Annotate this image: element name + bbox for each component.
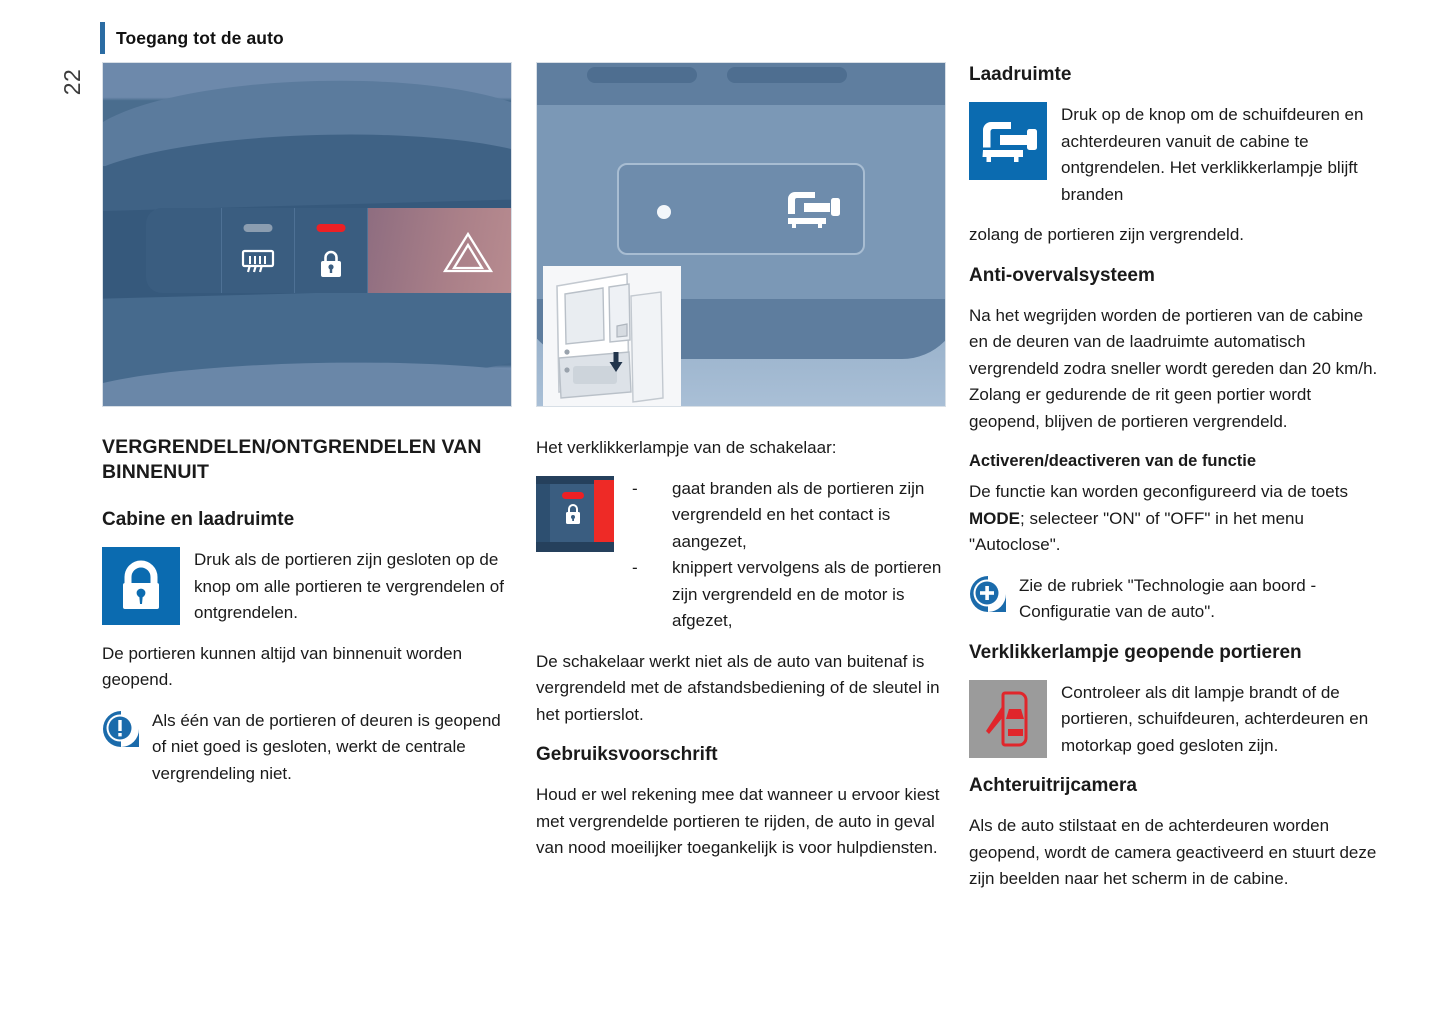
- hazard-warning-button: [368, 208, 512, 293]
- open-door-lamp-note-text: Controleer als dit lampje brandt of de portieren, schuifdeuren, achterdeuren en motorkap goed gesloten zijn.: [1061, 682, 1369, 755]
- subheading-cabine-laadruimte: Cabine en laadruimte: [102, 509, 295, 530]
- cargo-unlock-note: [969, 102, 1381, 208]
- bullet-dash: -: [632, 478, 638, 498]
- page-header: [100, 20, 284, 56]
- van-cab-door-photo: [543, 266, 681, 406]
- switch-not-working-paragraph: De schakelaar werkt niet als de auto van buitenaf is vergrendeld met de afstandsbediening of de sleutel in het portierslot.: [536, 651, 940, 724]
- cargo-unlock-switch: [617, 163, 865, 255]
- page-title: Toegang tot de auto: [116, 27, 284, 48]
- middle-column: [536, 62, 946, 876]
- open-door-warning-icon: [969, 680, 1047, 758]
- central-locking-warning-text: Als één van de portieren of deuren is geopend of niet goed is gesloten, werkt de centrale vergrendeling niet.: [152, 710, 501, 783]
- heading-laadruimte: Laadruimte: [969, 64, 1072, 85]
- cargo-door-unlock-icon: [969, 102, 1047, 180]
- blank-button: [146, 208, 222, 293]
- dashboard-switch-panel-photo: [102, 62, 512, 407]
- central-locking-led: [317, 224, 346, 232]
- switch-indicator-dot: [657, 205, 671, 219]
- bullet-text: gaat branden als de portieren zijn vergrendeld en het contact is aangezet,: [672, 478, 925, 551]
- cargo-unlock-note-text: Druk op de knop om de schuifdeuren en achterdeuren vanuit de cabine te ontgrendelen. Het verklikkerlampje blijft branden: [1061, 105, 1364, 204]
- heading-achteruitrijcamera: Achteruitrijcamera: [969, 775, 1137, 796]
- heading-activeren-deactiveren: Activeren/deactiveren van de functie: [969, 452, 1257, 470]
- bullet-text: knippert vervolgens als de portieren zijn vergrendeld en de motor is afgezet,: [672, 558, 942, 630]
- cargo-door-unlock-icon: [785, 187, 841, 236]
- padlock-icon: [318, 249, 344, 284]
- rear-camera-paragraph: Als de auto stilstaat en de achterdeuren worden geopend, wordt de camera geactiveerd en stuurt deze zijn beelden naar het scherm in de cabine.: [969, 816, 1377, 888]
- right-column: [969, 62, 1381, 907]
- exclamation-icon: [102, 710, 142, 750]
- page-number: 22: [58, 68, 85, 96]
- central-locking-warning: [102, 708, 512, 788]
- list-item: [632, 476, 946, 556]
- activation-cross-reference: [969, 573, 1381, 626]
- activation-paragraph: [969, 479, 1381, 559]
- cabin-lock-note: [102, 547, 512, 627]
- open-door-lamp-note: [969, 680, 1381, 760]
- heading-verklikkerlampje-portieren: Verklikkerlampje geopende portieren: [969, 641, 1302, 663]
- cabin-lock-note-text: Druk als de portieren zijn gesloten op de knop om alle portieren te vergrendelen of ontgrendelen.: [194, 550, 504, 622]
- vent-slot-left: [587, 67, 697, 83]
- switch-lamp-bullets: [632, 476, 946, 635]
- activation-cross-reference-text: Zie de rubriek "Technologie aan boord - Configuratie van de auto".: [1019, 575, 1317, 621]
- demist-led: [244, 224, 273, 232]
- cargo-unlock-continuation: zolang de portieren zijn vergrendeld.: [969, 225, 1245, 244]
- rear-demist-button: [222, 208, 295, 293]
- cargo-door-unlock-switch-photo: [536, 62, 946, 407]
- heading-anti-overvalsysteem: Anti-overvalsysteem: [969, 264, 1155, 286]
- activation-text-after: ; selecteer "ON" of "OFF" in het menu "Autoclose".: [969, 508, 1304, 554]
- locking-switch-thumbnail: [536, 476, 614, 552]
- doors-open-inside-paragraph: De portieren kunnen altijd van binnenuit worden geopend.: [102, 643, 463, 689]
- header-accent-bar: [100, 22, 105, 54]
- usage-instruction-paragraph: Houd er wel rekening mee dat wanneer u ervoor kiest met vergrendelde portieren te rijden, de auto in geval van nood moeilijker toegankelijk is voor hulpdiensten.: [536, 785, 940, 857]
- switch-lamp-intro: Het verklikkerlampje van de schakelaar:: [536, 438, 837, 457]
- subheading-gebruiksvoorschrift: Gebruiksvoorschrift: [536, 744, 718, 765]
- section-heading-locking: VERGRENDELEN/ONTGRENDELEN VAN BINNENUIT: [102, 436, 482, 483]
- rear-window-demist-icon: [241, 249, 275, 280]
- activation-text-before: De functie kan worden geconfigureerd via de toets: [969, 482, 1348, 501]
- mode-key-label: MODE: [969, 508, 1020, 528]
- switch-lamp-block: [536, 476, 946, 635]
- padlock-icon: [102, 547, 180, 625]
- list-item: [632, 555, 946, 635]
- bullet-dash: -: [632, 558, 638, 577]
- anti-theft-paragraph-2: Zolang er gedurende de rit geen portier wordt geopend, blijven de portieren vergrendeld.: [969, 385, 1312, 431]
- vent-slot-right: [727, 67, 847, 83]
- plus-info-icon: [969, 575, 1009, 615]
- anti-theft-paragraph-1: Na het wegrijden worden de portieren van de cabine en de deuren van de laadruimte automatisch vergrendeld zodra sneller wordt gereden dan 20 km/h.: [969, 305, 1378, 378]
- central-locking-button: [295, 208, 368, 293]
- left-column: [102, 62, 512, 801]
- switch-button-row: [146, 208, 512, 293]
